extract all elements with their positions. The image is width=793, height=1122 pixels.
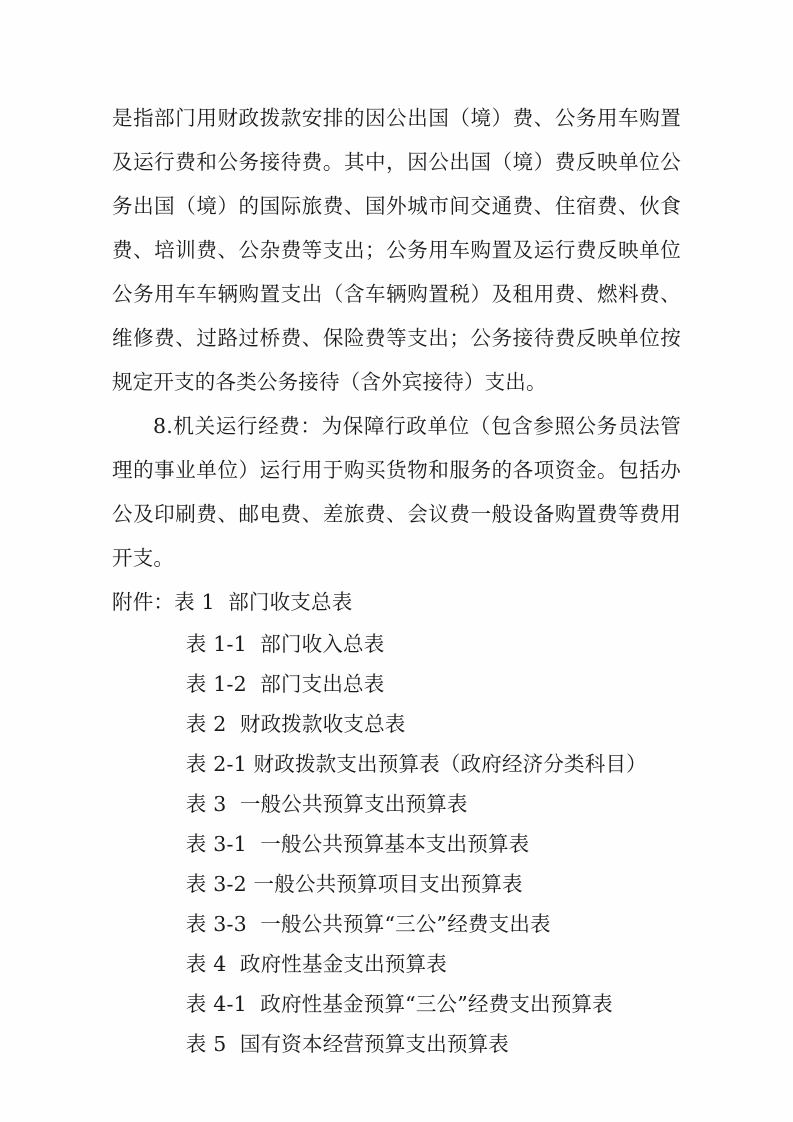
list-item: 表 1-2 部门支出总表	[185, 672, 385, 696]
list-item: 表 3-3 一般公共预算“三公”经费支出表	[185, 912, 551, 936]
paragraph-three-public-funds: 是指部门用财政拨款安排的因公出国（境）费、公务用车购置及运行费和公务接待费。其中，因公出国（境）费反映单位公务出国（境）的国际旅费、国外城市间交通费、住宿费、伙食费、培训费、公杂费等支出；公务用车购置及运行费反映单位公务用车车辆购置支出（含车辆购置税）及租用费、燃料费、维修费、过路过桥费、保险费等支出；公务接待费反映单位按规定开支的各类公务接待（含外宾接待）支出。	[112, 106, 681, 394]
paragraph-agency-operating-expenses: 8.机关运行经费：为保障行政单位（包含参照公务员法管理的事业单位）运行用于购买货物和服务的各项资金。包括办公及印刷费、邮电费、差旅费、会议费一般设备购置费等费用开支。	[112, 414, 681, 570]
document-body	[112, 96, 681, 1064]
list-item: 表 3-1 一般公共预算基本支出预算表	[185, 832, 530, 856]
list-item: 表 5 国有资本经营预算支出预算表	[185, 1032, 509, 1056]
attachment-item-first: 表 1 部门收支总表	[174, 590, 353, 614]
attachment-heading	[112, 580, 681, 624]
list-item: 表 4-1 政府性基金预算“三公”经费支出预算表	[185, 992, 613, 1016]
attachment-label: 附件：	[112, 590, 175, 614]
list-item: 表 4 政府性基金支出预算表	[185, 952, 447, 976]
attachment-list	[112, 624, 681, 1064]
list-item: 表 2-1 财政拨款支出预算表（政府经济分类科目）	[185, 752, 647, 776]
list-item: 表 1-1 部门收入总表	[185, 632, 385, 656]
list-item: 表 2 财政拨款收支总表	[185, 712, 406, 736]
list-item: 表 3 一般公共预算支出预算表	[185, 792, 468, 816]
list-item: 表 3-2 一般公共预算项目支出预算表	[185, 872, 523, 896]
